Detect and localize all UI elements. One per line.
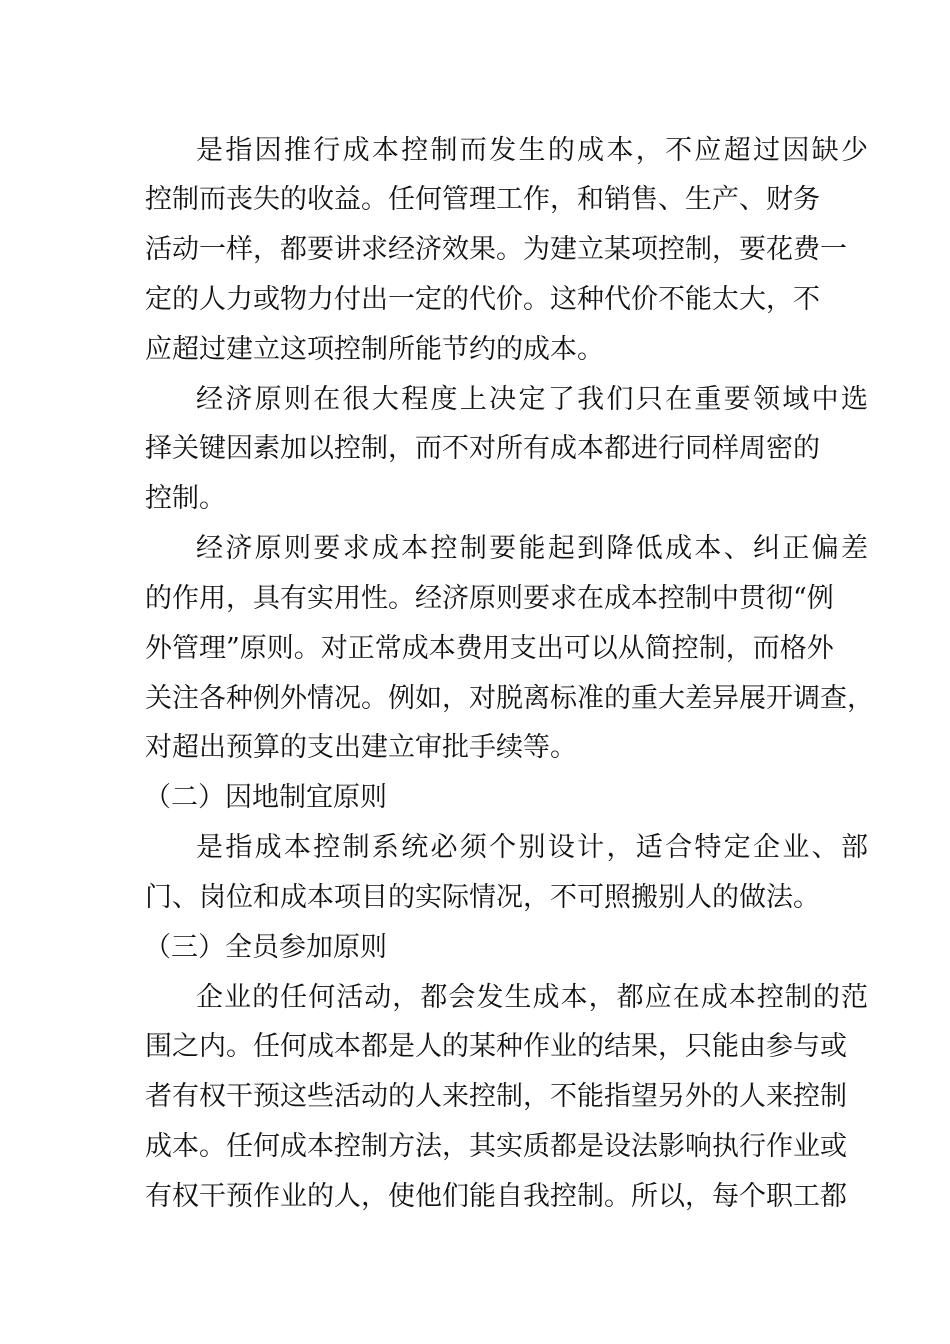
paragraph-line: 择关键因素加以控制，而不对所有成本都进行同样周密的	[145, 433, 820, 464]
paragraph-line: 应超过建立这项控制所能节约的成本。	[145, 334, 604, 365]
section-heading: （二）因地制宜原则	[144, 782, 387, 813]
section-heading: （三）全员参加原则	[144, 932, 387, 963]
paragraph-line: 经济原则在很大程度上决定了我们只在重要领域中选	[196, 384, 868, 415]
paragraph-line: 活动一样，都要讲求经济效果。为建立某项控制，要花费一	[145, 234, 847, 265]
paragraph-line: 是指因推行成本控制而发生的成本，不应超过因缺少	[196, 135, 868, 166]
paragraph-line: 对超出预算的支出建立审批手续等。	[145, 732, 577, 763]
paragraph-line: 有权干预作业的人，使他们能自我控制。所以，每个职工都	[145, 1181, 847, 1212]
paragraph-line: 成本。任何成本控制方法，其实质都是设法影响执行作业或	[145, 1131, 847, 1162]
paragraph-line: 经济原则要求成本控制要能起到降低成本、纠正偏差	[196, 533, 868, 564]
paragraph-line: 的作用，具有实用性。经济原则要求在成本控制中贯彻“例	[145, 583, 834, 614]
paragraph-line: 外管理”原则。对正常成本费用支出可以从简控制，而格外	[145, 633, 834, 664]
paragraph-line: 定的人力或物力付出一定的代价。这种代价不能太大，不	[145, 284, 820, 315]
paragraph-line: 企业的任何活动，都会发生成本，都应在成本控制的范	[196, 982, 868, 1013]
paragraph-line: 控制而丧失的收益。任何管理工作，和销售、生产、财务	[145, 184, 820, 215]
paragraph-line: 关注各种例外情况。例如，对脱离标准的重大差异展开调查，	[145, 683, 874, 714]
paragraph-line: 是指成本控制系统必须个别设计，适合特定企业、部	[196, 832, 868, 863]
paragraph-line: 门、岗位和成本项目的实际情况，不可照搬别人的做法。	[145, 882, 820, 913]
paragraph-line: 围之内。任何成本都是人的某种作业的结果，只能由参与或	[145, 1031, 847, 1062]
paragraph-line: 者有权干预这些活动的人来控制，不能指望另外的人来控制	[145, 1081, 847, 1112]
paragraph-line: 控制。	[145, 483, 226, 514]
